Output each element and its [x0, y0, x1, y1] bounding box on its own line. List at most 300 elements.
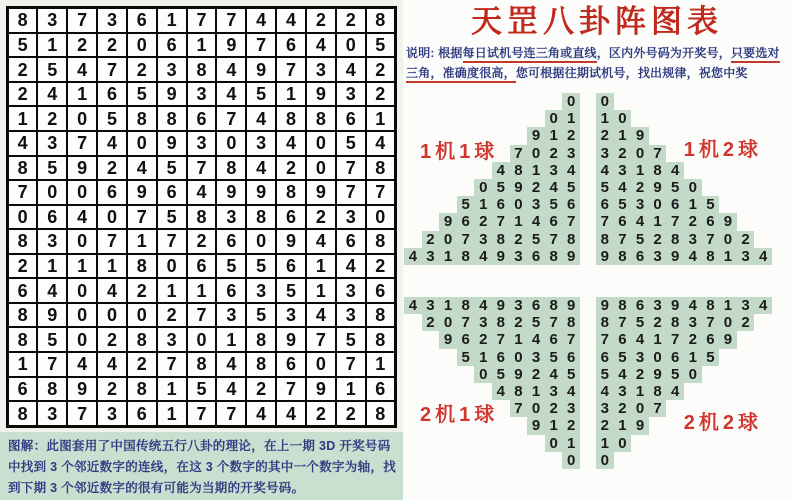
- triangle-cell: 2: [649, 231, 667, 248]
- triangle-cell: 4: [474, 248, 492, 265]
- grid-cell: 2: [306, 205, 336, 230]
- triangle-cell: 0: [649, 196, 667, 213]
- grid-cell: 7: [8, 180, 38, 205]
- grid-cell: 0: [157, 254, 187, 279]
- triangle-cell: 4: [562, 162, 580, 179]
- grid-cell: 8: [246, 205, 276, 230]
- grid-cell: 2: [366, 254, 396, 279]
- triangle-row: [404, 162, 580, 179]
- triangle-cell: 8: [457, 248, 475, 265]
- triangle-cell: 5: [492, 366, 510, 383]
- grid-cell: 5: [97, 106, 127, 131]
- triangle-row: [404, 248, 580, 265]
- triangle-cell: 1: [545, 127, 563, 144]
- triangle-cell: 6: [596, 349, 614, 366]
- grid-cell: 5: [366, 33, 396, 58]
- triangle-cell: 0: [474, 366, 492, 383]
- grid-cell: 3: [306, 57, 336, 82]
- triangle-cell: 7: [596, 331, 614, 348]
- triangle-cell: 4: [404, 248, 422, 265]
- triangle-cell: 0: [527, 400, 545, 417]
- triangle-cell: 6: [666, 349, 684, 366]
- triangle-cell: 4: [754, 297, 772, 314]
- triangle-row: [404, 435, 580, 452]
- grid-cell: 8: [246, 327, 276, 352]
- triangle-cell: 1: [596, 110, 614, 127]
- triangle-cell: 3: [737, 297, 755, 314]
- triangle-cell: 6: [666, 196, 684, 213]
- grid-cell: 8: [127, 106, 157, 131]
- grid-cell: 0: [127, 33, 157, 58]
- grid-cell: 3: [187, 82, 217, 107]
- triangle-cell: 7: [649, 145, 667, 162]
- triangle-cell: 6: [702, 331, 720, 348]
- triangle-cell: 5: [457, 196, 475, 213]
- triangle-cell: 4: [527, 331, 545, 348]
- triangle-cell: 7: [614, 314, 632, 331]
- triangle-row: [404, 452, 580, 469]
- triangle-cell: 6: [596, 196, 614, 213]
- triangle-2ji-1qiu: [404, 297, 580, 469]
- grid-cell: 5: [37, 156, 67, 181]
- triangle-cell: 9: [492, 248, 510, 265]
- grid-cell: 1: [67, 82, 97, 107]
- triangle-cell: 1: [439, 297, 457, 314]
- grid-cell: 0: [127, 303, 157, 328]
- grid-cell: 5: [37, 57, 67, 82]
- grid-cell: 9: [67, 377, 97, 402]
- grid-row: [8, 377, 396, 402]
- grid-cell: 4: [336, 254, 366, 279]
- grid-cell: 5: [37, 327, 67, 352]
- grid-cell: 3: [276, 303, 306, 328]
- triangle-cell: 0: [631, 400, 649, 417]
- grid-cell: 7: [187, 303, 217, 328]
- grid-cell: 9: [37, 303, 67, 328]
- grid-cell: 8: [8, 327, 38, 352]
- triangle-cell: 6: [492, 196, 510, 213]
- triangle-cell: 9: [562, 297, 580, 314]
- grid-cell: 2: [246, 377, 276, 402]
- triangle-cell: 8: [614, 248, 632, 265]
- triangle-cell: 1: [684, 349, 702, 366]
- grid-cell: 8: [366, 401, 396, 426]
- triangle-cell: 2: [510, 231, 528, 248]
- triangle-cell: 4: [614, 366, 632, 383]
- grid-cell: 8: [127, 327, 157, 352]
- triangle-row: [596, 331, 772, 348]
- grid-cell: 4: [97, 131, 127, 156]
- grid-cell: 7: [157, 229, 187, 254]
- triangle-row: [596, 349, 772, 366]
- grid-cell: 6: [187, 106, 217, 131]
- grid-cell: 7: [216, 8, 246, 33]
- triangle-cell: 9: [527, 127, 545, 144]
- triangle-cell: 8: [510, 162, 528, 179]
- grid-cell: 8: [8, 156, 38, 181]
- grid-cell: 4: [246, 8, 276, 33]
- triangle-cell: 4: [614, 179, 632, 196]
- triangle-cell: 8: [457, 297, 475, 314]
- grid-cell: 0: [216, 131, 246, 156]
- triangle-cell: 2: [545, 145, 563, 162]
- grid-row: [8, 131, 396, 156]
- triangle-row: [404, 366, 580, 383]
- triangle-cell: 5: [527, 231, 545, 248]
- grid-cell: 6: [8, 377, 38, 402]
- grid-cell: 3: [37, 8, 67, 33]
- triangle-cell: 8: [596, 314, 614, 331]
- triangle-cell: 1: [562, 110, 580, 127]
- triangle-cell: 9: [631, 417, 649, 434]
- triangle-cell: 4: [404, 297, 422, 314]
- triangle-cell: 7: [457, 314, 475, 331]
- description-line: [406, 43, 791, 63]
- triangle-cell: 8: [545, 248, 563, 265]
- underlined-text: 每日试机号连三角或直线: [463, 46, 597, 63]
- grid-cell: 6: [276, 33, 306, 58]
- grid-cell: 0: [67, 327, 97, 352]
- grid-cell: 0: [306, 131, 336, 156]
- grid-cell: 9: [246, 180, 276, 205]
- grid-cell: 1: [366, 106, 396, 131]
- triangle-cell: 2: [527, 366, 545, 383]
- grid-cell: 0: [67, 278, 97, 303]
- triangle-cell: 0: [631, 145, 649, 162]
- triangle-cell: 4: [492, 383, 510, 400]
- grid-cell: 5: [8, 33, 38, 58]
- grid-cell: 4: [336, 57, 366, 82]
- plain-text: ，区内外号码为开奖号，: [596, 46, 731, 60]
- triangle-row: [596, 248, 772, 265]
- grid-cell: 6: [127, 8, 157, 33]
- triangle-cell: 9: [596, 297, 614, 314]
- triangle-cell: 9: [666, 248, 684, 265]
- grid-cell: 3: [37, 229, 67, 254]
- triangle-cell: 4: [545, 179, 563, 196]
- grid-cell: 4: [97, 352, 127, 377]
- grid-cell: 8: [216, 156, 246, 181]
- grid-cell: 9: [276, 229, 306, 254]
- triangle-cell: 3: [684, 231, 702, 248]
- triangle-cell: 7: [562, 213, 580, 230]
- triangle-row: [596, 196, 772, 213]
- grid-cell: 2: [276, 156, 306, 181]
- grid-cell: 6: [336, 106, 366, 131]
- triangle-row: [404, 331, 580, 348]
- grid-cell: 0: [246, 229, 276, 254]
- grid-cell: 0: [187, 327, 217, 352]
- grid-cell: 3: [246, 131, 276, 156]
- grid-cell: 4: [216, 377, 246, 402]
- triangle-cell: 8: [492, 314, 510, 331]
- number-grid: [6, 6, 397, 428]
- grid-cell: 2: [8, 82, 38, 107]
- triangle-cell: 5: [666, 179, 684, 196]
- triangle-cell: 2: [545, 400, 563, 417]
- grid-cell: 0: [67, 106, 97, 131]
- triangle-cell: 2: [631, 179, 649, 196]
- triangle-cell: 6: [614, 213, 632, 230]
- underlined-text: 三角，准确度很高，: [406, 66, 516, 83]
- grid-cell: 9: [306, 377, 336, 402]
- triangle-row: [404, 213, 580, 230]
- triangle-cell: 9: [510, 366, 528, 383]
- triangle-cell: 7: [510, 400, 528, 417]
- grid-row: [8, 278, 396, 303]
- grid-cell: 3: [216, 303, 246, 328]
- grid-cell: 8: [187, 352, 217, 377]
- grid-cell: 8: [8, 303, 38, 328]
- grid-row: [8, 180, 396, 205]
- grid-cell: 0: [336, 33, 366, 58]
- triangle-cell: 1: [527, 162, 545, 179]
- grid-cell: 1: [157, 278, 187, 303]
- triangle-cell: 9: [631, 127, 649, 144]
- triangle-cell: 4: [754, 248, 772, 265]
- triangle-row: [404, 179, 580, 196]
- grid-cell: 5: [276, 278, 306, 303]
- triangle-cell: 1: [649, 331, 667, 348]
- grid-cell: 8: [37, 377, 67, 402]
- grid-cell: 8: [8, 8, 38, 33]
- triangle-cell: 1: [631, 383, 649, 400]
- grid-cell: 1: [8, 352, 38, 377]
- grid-cell: 7: [37, 352, 67, 377]
- triangle-cell: 1: [474, 349, 492, 366]
- triangle-row: [596, 213, 772, 230]
- triangle-cell: 1: [684, 196, 702, 213]
- triangle-cell: 0: [649, 349, 667, 366]
- underlined-text: 只要选对: [731, 46, 780, 63]
- grid-cell: 2: [187, 229, 217, 254]
- triangle-cell: 3: [510, 248, 528, 265]
- triangle-cell: 5: [492, 179, 510, 196]
- grid-cell: 8: [127, 377, 157, 402]
- triangle-cell: 3: [545, 162, 563, 179]
- triangle-cell: 3: [474, 314, 492, 331]
- triangle-cell: 3: [649, 248, 667, 265]
- triangle-cell: 9: [719, 331, 737, 348]
- triangle-cell: 2: [649, 314, 667, 331]
- triangle-cell: 2: [684, 331, 702, 348]
- grid-cell: 0: [67, 303, 97, 328]
- triangle-cell: 7: [614, 231, 632, 248]
- triangle-cell: 0: [614, 110, 632, 127]
- triangle-cell: 0: [510, 196, 528, 213]
- grid-cell: 6: [366, 278, 396, 303]
- grid-cell: 8: [366, 156, 396, 181]
- triangle-cell: 5: [562, 179, 580, 196]
- grid-cell: 4: [187, 180, 217, 205]
- triangle-cell: 4: [596, 162, 614, 179]
- triangle-cell: 9: [439, 331, 457, 348]
- triangle-row: [596, 110, 772, 127]
- triangle-cell: 5: [527, 314, 545, 331]
- grid-cell: 8: [366, 303, 396, 328]
- grid-cell: 1: [37, 33, 67, 58]
- grid-cell: 7: [216, 106, 246, 131]
- description: [406, 43, 791, 83]
- triangle-cell: 0: [545, 110, 563, 127]
- grid-cell: 2: [8, 254, 38, 279]
- triangle-cell: 4: [666, 162, 684, 179]
- grid-cell: 3: [187, 131, 217, 156]
- triangle-cell: 6: [545, 331, 563, 348]
- triangle-cell: 6: [562, 349, 580, 366]
- page-title: 天罡八卦阵图表: [471, 4, 723, 39]
- triangles-area: [403, 93, 791, 469]
- triangle-row: [596, 297, 772, 314]
- grid-cell: 8: [246, 352, 276, 377]
- triangle-cell: 1: [614, 127, 632, 144]
- triangle-cell: 7: [492, 213, 510, 230]
- grid-cell: 1: [336, 377, 366, 402]
- triangle-cell: 5: [562, 366, 580, 383]
- triangle-cell: 5: [702, 349, 720, 366]
- grid-cell: 0: [306, 352, 336, 377]
- grid-cell: 1: [97, 254, 127, 279]
- triangle-cell: 3: [737, 248, 755, 265]
- grid-cell: 2: [157, 303, 187, 328]
- grid-cell: 1: [187, 33, 217, 58]
- triangle-cell: 1: [649, 213, 667, 230]
- triangle-cell: 1: [474, 196, 492, 213]
- grid-cell: 9: [306, 180, 336, 205]
- grid-cell: 2: [336, 401, 366, 426]
- right-panel: [403, 0, 791, 500]
- triangle-cell: 3: [684, 314, 702, 331]
- grid-cell: 8: [366, 8, 396, 33]
- triangle-cell: 4: [596, 383, 614, 400]
- triangle-cell: 8: [649, 162, 667, 179]
- triangle-cell: 5: [631, 314, 649, 331]
- grid-cell: 3: [97, 401, 127, 426]
- triangle-cell: 3: [649, 297, 667, 314]
- triangle-cell: 2: [562, 417, 580, 434]
- triangle-cell: 3: [596, 400, 614, 417]
- grid-cell: 4: [67, 205, 97, 230]
- triangle-row: [404, 93, 580, 110]
- grid-cell: 2: [127, 278, 157, 303]
- grid-row: [8, 57, 396, 82]
- grid-cell: 6: [97, 180, 127, 205]
- triangle-cell: 9: [562, 248, 580, 265]
- grid-cell: 4: [216, 82, 246, 107]
- triangle-1ji-2qiu: [596, 93, 772, 265]
- triangle-cell: 9: [510, 179, 528, 196]
- triangle-cell: 2: [737, 314, 755, 331]
- triangle-cell: 5: [545, 349, 563, 366]
- triangle-cell: 2: [596, 127, 614, 144]
- triangle-cell: 3: [614, 162, 632, 179]
- triangle-row: [596, 383, 772, 400]
- triangle-cell: 2: [474, 331, 492, 348]
- grid-cell: 3: [336, 278, 366, 303]
- grid-cell: 1: [366, 352, 396, 377]
- grid-cell: 4: [216, 57, 246, 82]
- grid-cell: 4: [246, 156, 276, 181]
- grid-row: [8, 327, 396, 352]
- grid-cell: 6: [366, 377, 396, 402]
- triangle-cell: 4: [527, 213, 545, 230]
- triangle-cell: 3: [614, 383, 632, 400]
- grid-cell: 3: [336, 303, 366, 328]
- triangle-cell: 2: [614, 400, 632, 417]
- grid-cell: 6: [8, 278, 38, 303]
- grid-cell: 3: [37, 401, 67, 426]
- triangle-cell: 2: [684, 213, 702, 230]
- triangle-cell: 4: [666, 383, 684, 400]
- caption-line: 中找到 3 个邻近数字的连线，在这 3 个数字的其中一个数字为轴，找: [8, 460, 396, 474]
- grid-cell: 9: [246, 57, 276, 82]
- triangle-cell: 8: [562, 314, 580, 331]
- grid-cell: 3: [157, 57, 187, 82]
- grid-cell: 7: [187, 156, 217, 181]
- grid-cell: 0: [97, 303, 127, 328]
- triangle-cell: 2: [527, 179, 545, 196]
- triangle-cell: 5: [596, 179, 614, 196]
- triangle-row: [404, 110, 580, 127]
- grid-cell: 2: [366, 82, 396, 107]
- triangle-cell: 6: [457, 331, 475, 348]
- triangle-row: [404, 349, 580, 366]
- grid-cell: 1: [157, 8, 187, 33]
- triangle-cell: 2: [596, 417, 614, 434]
- triangle-cell: 7: [702, 231, 720, 248]
- grid-cell: 7: [246, 33, 276, 58]
- grid-cell: 5: [157, 205, 187, 230]
- grid-cell: 3: [37, 131, 67, 156]
- triangle-cell: 0: [684, 366, 702, 383]
- grid-cell: 7: [67, 131, 97, 156]
- triangle-cell: 3: [422, 248, 440, 265]
- grid-cell: 2: [336, 8, 366, 33]
- triangle-row: [404, 314, 580, 331]
- grid-cell: 8: [187, 57, 217, 82]
- triangle-cell: 7: [666, 331, 684, 348]
- grid-cell: 3: [216, 205, 246, 230]
- grid-cell: 0: [306, 156, 336, 181]
- grid-cell: 4: [366, 131, 396, 156]
- description-line: [406, 63, 791, 83]
- grid-cell: 4: [246, 106, 276, 131]
- grid-cell: 5: [246, 303, 276, 328]
- grid-cell: 4: [37, 82, 67, 107]
- triangle-cell: 2: [422, 314, 440, 331]
- grid-cell: 1: [8, 106, 38, 131]
- grid-cell: 9: [157, 82, 187, 107]
- triangle-cell: 1: [562, 435, 580, 452]
- triangle-cell: 7: [545, 231, 563, 248]
- grid-cell: 5: [246, 254, 276, 279]
- grid-cell: 9: [157, 131, 187, 156]
- triangle-cell: 8: [666, 231, 684, 248]
- triangle-cell: 1: [719, 297, 737, 314]
- triangle-cell: 4: [474, 297, 492, 314]
- triangle-cell: 1: [510, 213, 528, 230]
- triangle-1ji-1qiu: [404, 93, 580, 265]
- triangle-cell: 2: [737, 231, 755, 248]
- triangle-row: [404, 231, 580, 248]
- grid-cell: 7: [157, 352, 187, 377]
- caption-line: 图解：此图套用了中国传统五行八卦的理论，在上一期 3D 开奖号码: [8, 439, 391, 453]
- triangle-cell: 6: [492, 349, 510, 366]
- grid-cell: 8: [8, 229, 38, 254]
- triangle-cell: 1: [631, 162, 649, 179]
- triangle-cell: 5: [457, 349, 475, 366]
- triangle-cell: 7: [510, 145, 528, 162]
